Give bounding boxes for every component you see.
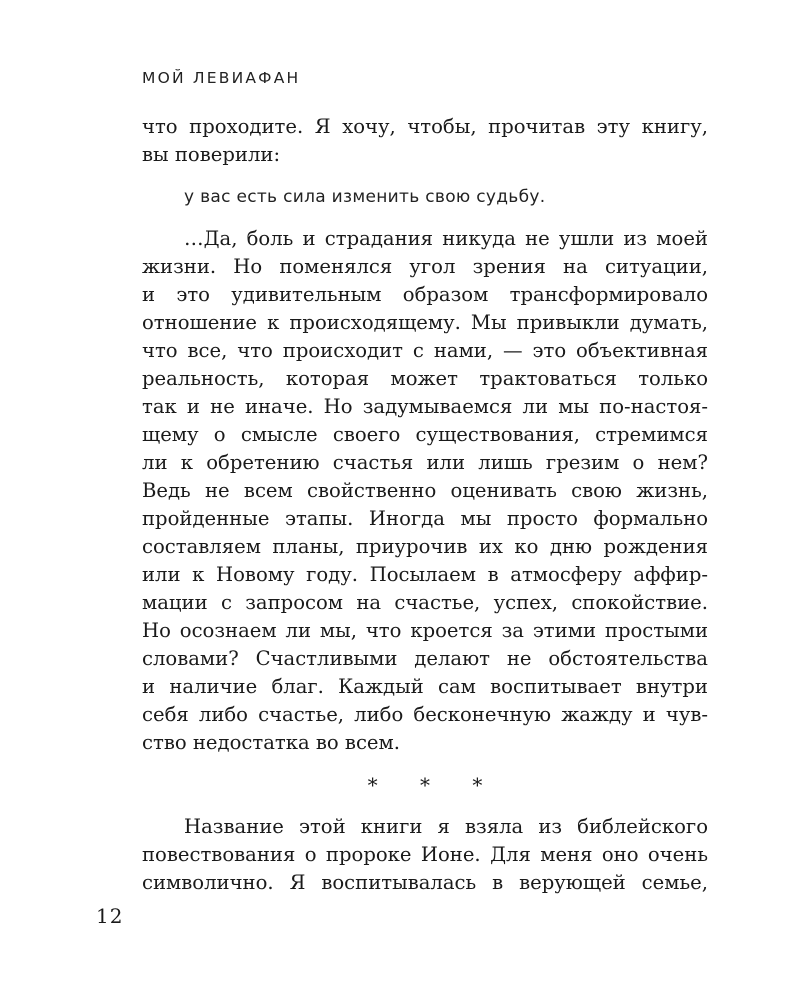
text-line: составляем планы, приурочив их ко дню рождения — [142, 535, 708, 558]
text-line: или к Новому году. Посылаем в атмосферу аффир- — [142, 563, 708, 586]
text-line: жизни. Но поменялся угол зрения на ситуации, — [142, 255, 708, 278]
text-line: пройденные этапы. Иногда мы просто формально — [142, 507, 708, 530]
paragraph-2 — [142, 225, 708, 757]
text-line: Ведь не всем свойственно оценивать свою жизнь, — [142, 479, 708, 502]
highlighted-statement: у вас есть сила изменить свою судьбу. — [184, 187, 546, 207]
text-line: …Да, боль и страдания никуда не ушли из моей — [184, 227, 708, 250]
text-line: реальность, которая может трактоваться только — [142, 367, 708, 390]
text-line: и наличие благ. Каждый сам воспитывает внутри — [142, 675, 708, 698]
text-line: и это удивительным образом трансформировало — [142, 283, 708, 306]
text-line: так и не иначе. Но задумываемся ли мы по-настоя- — [142, 395, 708, 418]
section-separator: * * * — [367, 773, 501, 797]
text-line: что проходите. Я хочу, чтобы, прочитав эту книгу, — [142, 115, 708, 138]
text-line: вы поверили: — [142, 143, 281, 166]
paragraph-1 — [142, 113, 708, 169]
text-line: повествования о пророке Ионе. Для меня оно очень — [142, 843, 708, 866]
text-line: что все, что происходит с нами, — это объективная — [142, 339, 708, 362]
text-line: символично. Я воспитывалась в верующей семье, — [142, 871, 708, 894]
text-line: щему о смысле своего существования, стремимся — [142, 423, 708, 446]
text-line: ли к обретению счастья или лишь грезим о нем? — [142, 451, 708, 474]
text-line: словами? Счастливыми делают не обстоятельства — [142, 647, 708, 670]
text-line: отношение к происходящему. Мы привыкли думать, — [142, 311, 708, 334]
text-line: Название этой книги я взяла из библейского — [184, 815, 708, 838]
paragraph-3 — [142, 813, 708, 897]
running-head: МОЙ ЛЕВИАФАН — [142, 69, 301, 87]
body-text — [142, 113, 708, 897]
text-line: ство недостатка во всем. — [142, 731, 401, 754]
text-line: мации с запросом на счастье, успех, спокойствие. — [142, 591, 708, 614]
text-line: себя либо счастье, либо бесконечную жажду и чув- — [142, 703, 708, 726]
text-line: Но осознаем ли мы, что кроется за этими простыми — [142, 619, 708, 642]
page-number: 12 — [96, 904, 124, 928]
